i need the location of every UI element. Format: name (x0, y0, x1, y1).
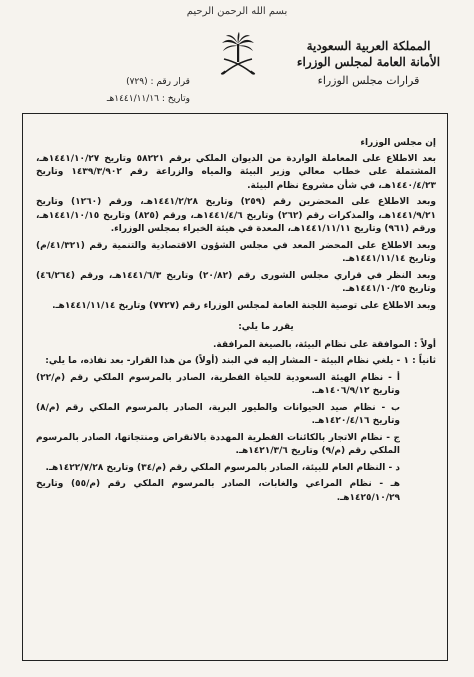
country-name: المملكة العربية السعودية (306, 39, 431, 53)
repealed-law-item: ب - نظام صيد الحيوانات والطيور البرية، الصادر بالمرسوم الملكي رقم (م/٨) وتاريخ ١٤٢٠/٤/١٦هـ. (36, 402, 400, 426)
decision-reference (70, 74, 190, 108)
decision-date: وتاريخ : ١٤٤١/١١/١٦هـ (106, 94, 190, 104)
basmala: بسم الله الرحمن الرحيم (186, 6, 288, 17)
decisions-label: قرارات مجلس الوزراء (317, 74, 420, 87)
repealed-law-item: أ - نظام الهيئة السعودية للحياة الفطرية، الصادر بالمرسوم الملكي رقم (م/٢٢) وتاريخ ١٤٠٦/٩/١٢هـ. (36, 372, 400, 396)
decides-heading: يقرر ما يلي: (238, 322, 294, 332)
preamble-paragraph: وبعد الاطلاع على المحضر المعد في مجلس الشؤون الاقتصادية والتنمية رقم (٤١/٣٢١/م) وتاريخ ١٤٤١/١١/١٤هـ. (36, 240, 436, 264)
repealed-law-item: هـ - نظام المراعي والغابات، الصادر بالمرسوم الملكي رقم (م/٥٥) وتاريخ ١٤٢٥/١٠/٢٩هـ. (36, 479, 400, 503)
issuer-block (291, 38, 446, 89)
repealed-law-item: ج - نظام الاتجار بالكائنات الفطرية المهددة بالانقراض ومنتجاتها، الصادر بالمرسوم الملكي رقم (م/٩) وتاريخ ١٤٢١/٣/٦هـ. (36, 432, 400, 456)
decision-body (36, 137, 436, 505)
preamble-paragraph: وبعد النظر في قراري مجلس الشورى رقم (٢٠/٨٢) وتاريخ ١٤٤١/٦/٣هـ، ورقم (٤٦/٢٦٤) وتاريخ ١٤٤١/١٠/٢٥هـ. (36, 270, 436, 294)
salutation: إن مجلس الوزراء (360, 138, 436, 148)
clause-second: ثانياً : ١ - يلغي نظام البيئة - المشار إليه في البند (أولاً) من هذا القرار- بعد نفاذه، ما يلي: (45, 356, 436, 366)
preamble-paragraph: وبعد الاطلاع على توصية اللجنة العامة لمجلس الوزراء رقم (٧٧٢٧) وتاريخ ١٤٤١/١١/١٤هـ. (52, 300, 436, 311)
secretariat-name: الأمانة العامة لمجلس الوزراء (296, 55, 441, 69)
preamble-paragraph: بعد الاطلاع على المعاملة الواردة من الديوان الملكي برقم ٥٨٢٢١ وتاريخ ١٤٤١/١٠/٢٧هـ، المشتملة على خطاب معالي وزير البيئة والمياه والزراعة رقم ١٤٣٩/٣/٩٠٢ وتاريخ ١٤٤٠/٤/٢٣هـ، في شأن مشروع نظام البيئة. (36, 153, 436, 191)
repealed-law-item: د - النظام العام للبيئة، الصادر بالمرسوم الملكي رقم (م/٣٤) وتاريخ ١٤٢٢/٧/٢٨هـ. (45, 462, 400, 473)
decision-number: قرار رقم : (٧٢٩) (126, 77, 190, 87)
palm-and-swords-emblem-icon (218, 32, 258, 78)
clause-first: أولاً : الموافقة على نظام البيئة، بالصيغة المرافقة. (212, 339, 436, 350)
preamble-paragraph: وبعد الاطلاع على المحضرين رقم (٢٥٩) وتاريخ ١٤٤١/٢/٢٨هـ، ورقم (١٢٦٠) وتاريخ ١٤٤١/٩/٢١هـ، والمذكرات رقم (٢٦٢) وتاريخ ١٤٤١/٤/٦هـ، ورقم (٨٢٥) وتاريخ ١٤٤١/١٠/١٥هـ، ورقم (٩٦١) وتاريخ ١٤٤١/١١/١١هـ، المعدة في هيئة الخبراء بمجلس الوزراء. (36, 197, 437, 234)
